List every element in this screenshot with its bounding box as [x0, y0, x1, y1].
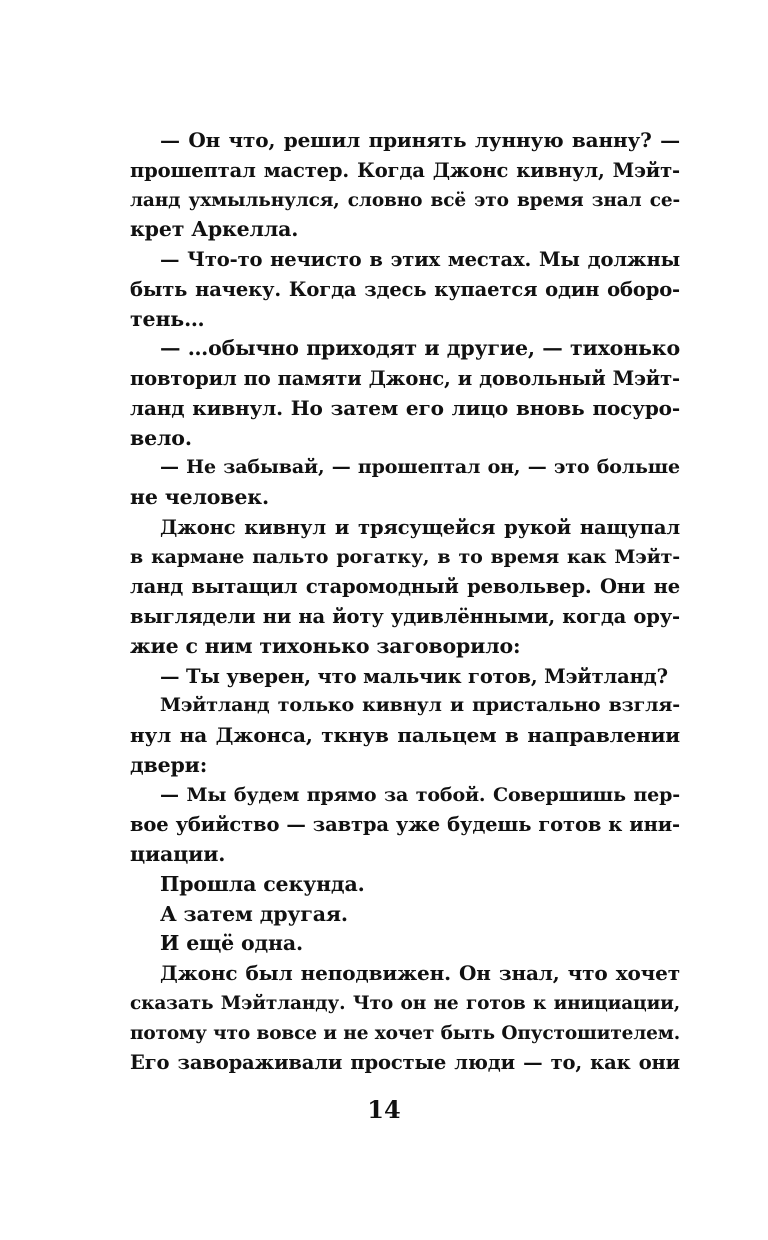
page-number: 14 [367, 1095, 401, 1124]
text-line: Джонс был неподвижен. Он знал, что хочет [160, 961, 680, 985]
text-line: прошептал мастер. Когда Джонс кивнул, Мэйт- [130, 158, 680, 182]
text-line: — Ты уверен, что мальчик готов, Мэйтланд? [160, 664, 668, 688]
text-line: крет Аркелла. [130, 217, 299, 242]
text-line: сказать Мэйтланду. Что он не готов к инициации, [130, 992, 680, 1014]
text-line: нул на Джонса, ткнув пальцем в направлении [130, 723, 680, 747]
text-line: А затем другая. [160, 901, 348, 926]
text-line: — …обычно приходят и другие, — тихонько [160, 336, 680, 361]
text-line: Его завораживали простые люди — то, как они [130, 1051, 680, 1075]
text-line: тень… [130, 306, 205, 331]
text-line: — Он что, решил принять лунную ванну? — [160, 128, 680, 152]
text-line: — Мы будем прямо за тобой. Совершишь пер- [160, 783, 680, 806]
text-line: И ещё одна. [160, 931, 304, 956]
text-line: циации. [130, 842, 226, 866]
text-line: быть начеку. Когда здесь купается один оборо- [130, 277, 680, 301]
text-line: ланд ухмыльнулся, словно всё это время знал се- [130, 189, 680, 211]
text-line: — Не забывай, — прошептал он, — это больше [160, 456, 680, 479]
text-line: повторил по памяти Джонс, и довольный Мэйт- [130, 367, 680, 390]
text-line: ланд вытащил старомодный револьвер. Они не [130, 575, 680, 599]
text-line: в кармане пальто рогатку, в то время как Мэйт- [130, 545, 680, 568]
body-text [130, 126, 680, 1078]
text-line: вело. [130, 425, 192, 450]
text-line: Прошла секунда. [160, 871, 365, 896]
text-line: потому что вовсе и не хочет быть Опустошителем. [130, 1022, 680, 1044]
text-line: ланд кивнул. Но затем его лицо вновь посуро- [130, 395, 680, 420]
text-line: жие с ним тихонько заговорило: [130, 633, 521, 658]
text-line: вое убийство — завтра уже будешь готов к ини- [130, 813, 680, 837]
text-line: не человек. [130, 485, 269, 509]
text-line: — Что-то нечисто в этих местах. Мы должны [160, 248, 680, 271]
text-line: Джонс кивнул и трясущейся рукой нащупал [160, 515, 680, 539]
text-line: Мэйтланд только кивнул и пристально взгля- [160, 694, 680, 717]
text-line: двери: [130, 752, 208, 777]
text-line: выглядели ни на йоту удивлёнными, когда ору- [130, 605, 680, 628]
